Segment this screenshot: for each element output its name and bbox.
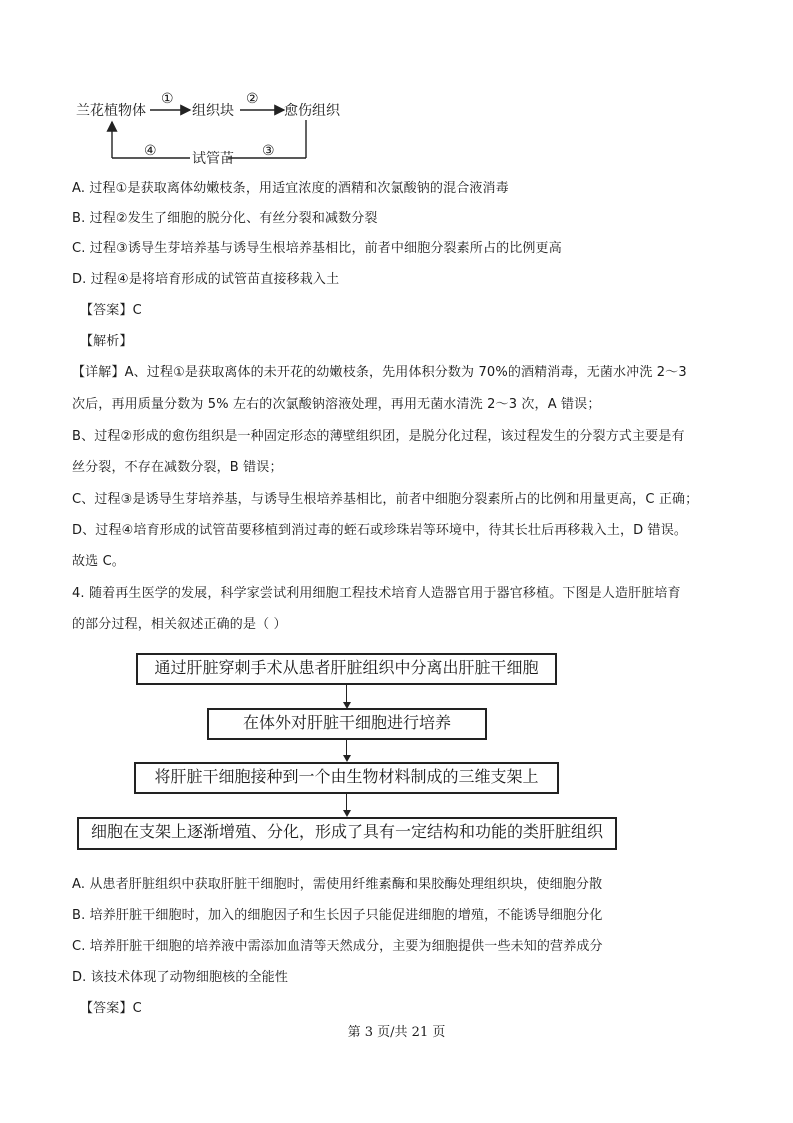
q3-detail-line-2: 次后，再用质量分数为 5% 左右的次氯酸钠溶液处理，再用无菌水清洗 2～3 次，A 错误； — [72, 397, 601, 412]
q3-option-b: B. 过程②发生了细胞的脱分化、有丝分裂和减数分裂 — [72, 211, 378, 226]
q3-option-c: C. 过程③诱导生芽培养基与诱导生根培养基相比，前者中细胞分裂素所占的比例更高 — [72, 241, 562, 256]
flow-step-4-text: 细胞在支架上逐渐增殖、分化，形成了具有一定结构和功能的类肝脏组织 — [90, 822, 603, 841]
q3-detail-line-6: D、过程④培育形成的试管苗要移植到消过毒的蛭石或珍珠岩等环境中，待其长壮后再移栽入土，D 错误。 — [72, 523, 688, 538]
flow-arrow-3 — [343, 810, 351, 817]
flow-step-1-text: 通过肝脏穿刺手术从患者肝脏组织中分离出肝脏干细胞 — [154, 658, 539, 677]
q4-option-a: A. 从患者肝脏组织中获取肝脏干细胞时，需使用纤维素酶和果胶酶处理组织块，使细胞分散 — [72, 877, 603, 892]
q4-option-b: B. 培养肝脏干细胞时，加入的细胞因子和生长因子只能促进细胞的增殖，不能诱导细胞分化 — [72, 908, 603, 923]
step-2-label: ② — [246, 91, 259, 107]
flow-arrow-2 — [343, 755, 351, 762]
step-1-label: ① — [161, 91, 174, 107]
q4-stem-line-1: 4. 随着再生医学的发展，科学家尝试利用细胞工程技术培育人造器官用于器官移植。下图是人造肝脏培育 — [72, 586, 681, 601]
tissue-culture-diagram — [70, 88, 360, 168]
node-callus: 愈伤组织 — [284, 103, 340, 119]
flow-step-2-text: 在体外对肝脏干细胞进行培养 — [242, 713, 451, 732]
node-test-tube-seedling: 试管苗 — [192, 151, 234, 167]
q3-analysis-label: 【解析】 — [80, 334, 133, 349]
q3-detail-line-7: 故选 C。 — [72, 554, 125, 569]
q4-stem-line-2: 的部分过程，相关叙述正确的是（ ） — [72, 617, 287, 632]
step-4-label: ④ — [144, 143, 157, 159]
q3-option-d: D. 过程④是将培育形成的试管苗直接移栽入土 — [72, 272, 340, 287]
flow-step-2-box — [207, 708, 487, 740]
page-footer: 第 3 页/共 21 页 — [347, 1025, 446, 1040]
q3-answer: 【答案】C — [80, 303, 142, 318]
q3-detail-line-3: B、过程②形成的愈伤组织是一种固定形态的薄壁组织团，是脱分化过程，该过程发生的分裂方式主要是有 — [72, 429, 685, 444]
node-tissue-block: 组织块 — [192, 103, 234, 119]
q4-answer: 【答案】C — [80, 1001, 142, 1016]
q3-detail-line-5: C、过程③是诱导生芽培养基，与诱导生根培养基相比，前者中细胞分裂素所占的比例和用量更高，C 正确； — [72, 492, 699, 507]
flow-step-4-box — [77, 817, 617, 850]
q3-detail-line-1: 【详解】A、过程①是获取离体的未开花的幼嫩枝条，先用体积分数为 70%的酒精消毒，无菌水冲洗 2～3 — [72, 365, 687, 380]
q3-option-a: A. 过程①是获取离体幼嫩枝条，用适宜浓度的酒精和次氯酸钠的混合液消毒 — [72, 181, 509, 196]
flow-step-1-box — [136, 653, 557, 685]
q3-detail-line-4: 丝分裂，不存在减数分裂，B 错误； — [72, 460, 283, 475]
q4-option-d: D. 该技术体现了动物细胞核的全能性 — [72, 970, 288, 985]
flow-step-3-box — [134, 762, 559, 794]
q4-option-c: C. 培养肝脏干细胞的培养液中需添加血清等天然成分，主要为细胞提供一些未知的营养成分 — [72, 939, 603, 954]
flow-step-3-text: 将肝脏干细胞接种到一个由生物材料制成的三维支架上 — [154, 767, 539, 786]
node-orchid-plant: 兰花植物体 — [76, 103, 146, 119]
step-3-label: ③ — [262, 143, 275, 159]
